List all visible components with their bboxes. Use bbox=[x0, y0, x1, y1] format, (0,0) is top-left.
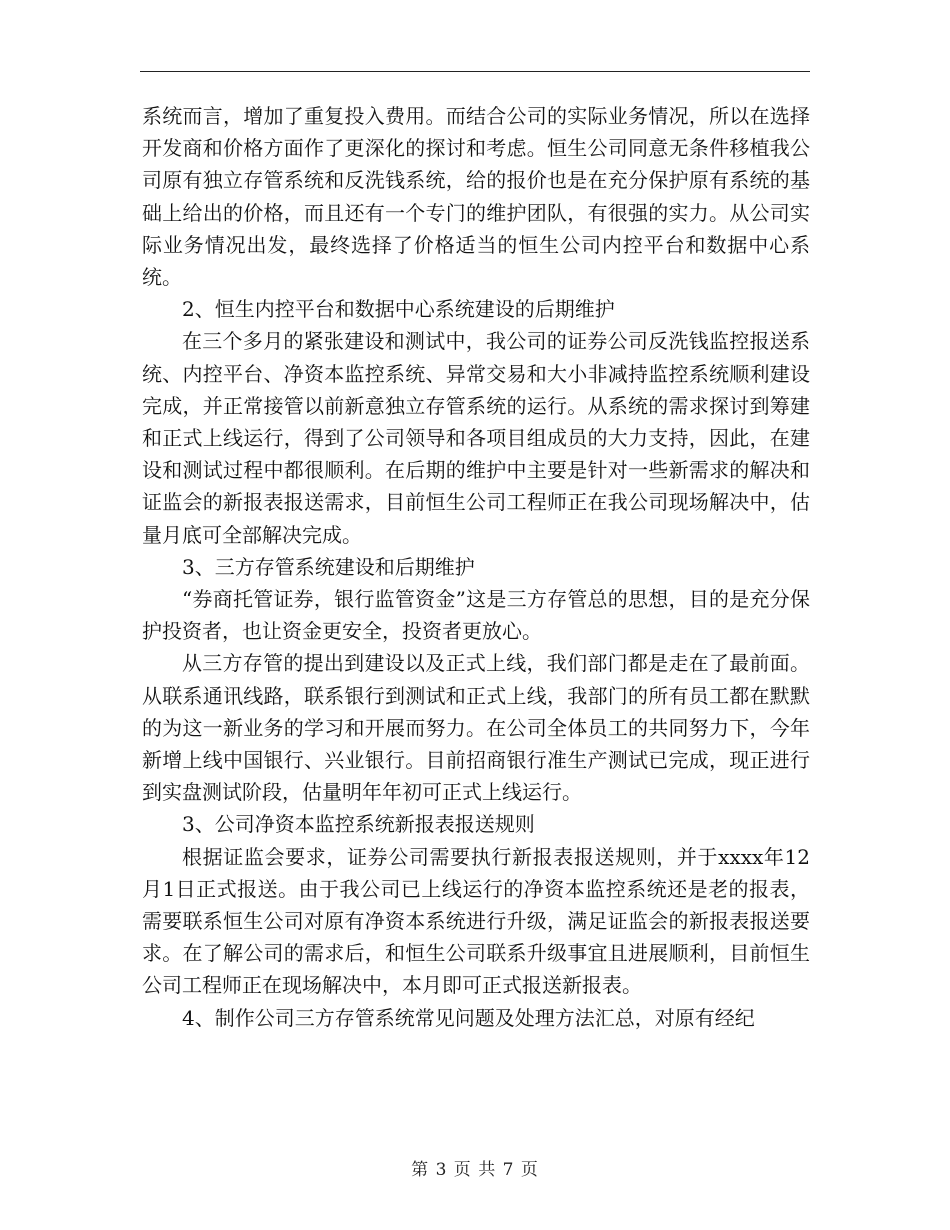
section-heading: 2、恒生内控平台和数据中心系统建设的后期维护 bbox=[182, 297, 615, 322]
page-footer: 第 3 页 共 7 页 bbox=[411, 1160, 539, 1180]
paragraph: 在三个多月的紧张建设和测试中，我公司的证券公司反洗钱监控报送系统、内控平台、净资本监控系统、异常交易和大小非减持监控系统顺利建设完成，并正常接管以前新意独立存管系统的运行。从系统的需求探讨到筹建和正式上线运行，得到了公司领导和各项目组成员的大力支持，因此，在建设和测试过程中都很顺利。在后期的维护中主要是针对一些新需求的解决和证监会的新报表报送需求，目前恒生公司工程师正在我公司现场解决中，估量月底可全部解决完成。 bbox=[142, 329, 810, 547]
paragraph: 从三方存管的提出到建设以及正式上线，我们部门都是走在了最前面。从联系通讯线路，联系银行到测试和正式上线，我部门的所有员工都在默默的为这一新业务的学习和开展而努力。在公司全体员工的共同努力下，今年新增上线中国银行、兴业银行。目前招商银行准生产测试已完成，现正进行到实盘测试阶段，估量明年年初可正式上线运行。 bbox=[142, 651, 810, 805]
paragraph: 系统而言，增加了重复投入费用。而结合公司的实际业务情况，所以在选择开发商和价格方面作了更深化的探讨和考虑。恒生公司同意无条件移植我公司原有独立存管系统和反洗钱系统，给的报价也是在充分保护原有系统的基础上给出的价格，而且还有一个专门的维护团队，有很强的实力。从公司实际业务情况出发，最终选择了价格适当的恒生公司内控平台和数据中心系统。 bbox=[142, 104, 810, 290]
paragraph: 根据证监会要求，证券公司需要执行新报表报送规则，并于xxxx年12月1日正式报送。由于我公司已上线运行的净资本监控系统还是老的报表，需要联系恒生公司对原有净资本系统进行升级，满足证监会的新报表报送要求。在了解公司的需求后，和恒生公司联系升级事宜且进展顺利，目前恒生公司工程师正在现场解决中，本月即可正式报送新报表。 bbox=[142, 844, 810, 998]
header-rule bbox=[140, 71, 810, 72]
section-heading: 3、公司净资本监控系统新报表报送规则 bbox=[182, 812, 535, 837]
document-body bbox=[142, 100, 810, 1034]
section-heading: 3、三方存管系统建设和后期维护 bbox=[182, 554, 475, 579]
paragraph: 4、制作公司三方存管系统常见问题及处理方法汇总，对原有经纪 bbox=[182, 1005, 755, 1030]
paragraph: “券商托管证券，银行监管资金”这是三方存管总的思想，目的是充分保护投资者，也让资金更安全，投资者更放心。 bbox=[142, 587, 810, 644]
